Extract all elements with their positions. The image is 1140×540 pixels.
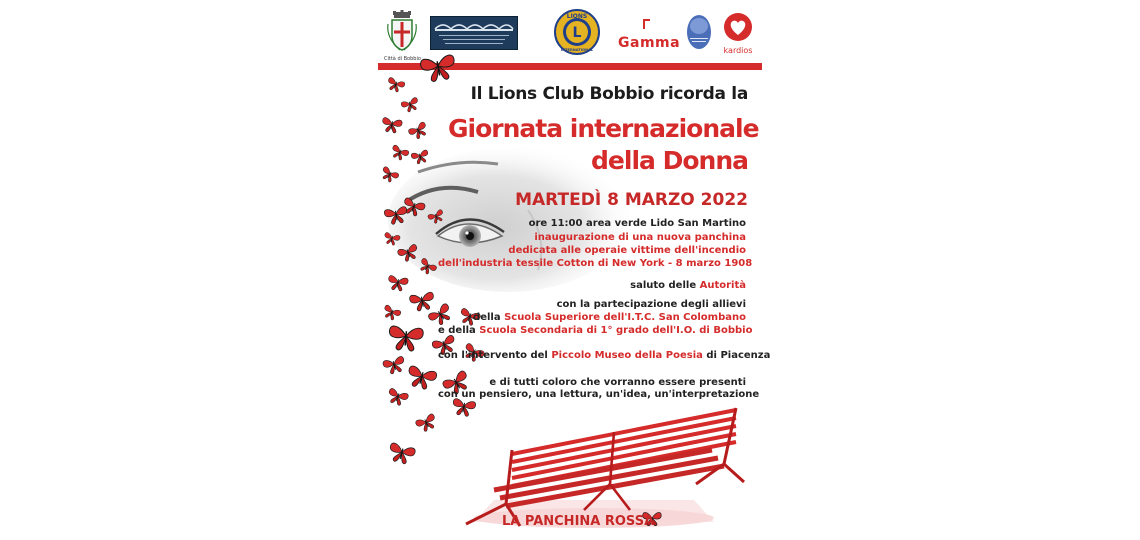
saluto-authorities: Autorità (699, 280, 746, 291)
butterfly-icon (387, 442, 416, 466)
blue-oval-logo (686, 14, 712, 50)
lions-ring-bottom: INTERNATIONAL (560, 48, 594, 52)
butterfly-icon (411, 150, 430, 166)
butterfly-icon (397, 244, 420, 264)
butterfly-icon (381, 117, 403, 134)
saluto-prefix: saluto delle (630, 280, 700, 291)
lions-emblem-icon (554, 9, 600, 55)
saluto-line (438, 280, 746, 292)
butterfly-icon (389, 144, 409, 162)
city-caption: Città di Bobbio (384, 56, 421, 62)
time-place: ore 11:00 area verde Lido San Martino (528, 218, 746, 229)
blue-oval-icon (686, 14, 712, 50)
red-bench-illustration (454, 404, 754, 530)
butterfly-icon (417, 258, 438, 277)
everyone-line-1: e di tutti coloro che vorranno essere presenti (489, 377, 746, 388)
bench-caption: LA PANCHINA ROSSA (502, 514, 655, 529)
butterfly-icon (409, 292, 435, 313)
lions-international-logo (554, 9, 600, 55)
gamma-logo (618, 16, 681, 51)
heart-icon (720, 12, 756, 42)
gamma-wordmark: Gamma (618, 35, 681, 51)
butterfly-icon (386, 77, 406, 94)
butterfly-icon (382, 356, 406, 376)
school-1-name: Scuola Superiore dell'I.T.C. San Colombano (504, 312, 746, 323)
intervento-line (438, 350, 771, 362)
inauguration-line-2: dedicata alle operaie vittime dell'incendio (508, 245, 746, 256)
butterfly-icon (386, 388, 409, 408)
school-1-line (438, 312, 746, 324)
event-date: MARTEDÌ 8 MARZO 2022 (515, 190, 748, 210)
intro-heading: Il Lions Club Bobbio ricorda la (470, 84, 748, 104)
everyone-line-2: con un pensiero, una lettura, un'idea, un'interpretazione (438, 389, 760, 400)
butterfly-icon (383, 232, 401, 246)
inauguration-line-1: inaugurazione di una nuova panchina (534, 232, 746, 243)
intervento-suffix: di Piacenza (702, 350, 771, 361)
lions-ring-top: LIONS (566, 13, 588, 20)
kardios-logo (720, 12, 756, 54)
title-line-1: Giornata internazionale (448, 114, 759, 143)
gamma-mark-icon (618, 17, 670, 31)
title-line-2: della Donna (591, 146, 748, 175)
butterfly-icon (405, 365, 437, 391)
butterfly-icon (381, 304, 401, 322)
partecipazione-line: con la partecipazione degli allievi (556, 299, 746, 310)
school-2-prefix: e della (438, 325, 480, 336)
butterfly-icon (384, 206, 409, 225)
school-2-line (438, 325, 753, 337)
butterfly-icon (420, 54, 457, 83)
butterfly-icon (387, 275, 409, 292)
school-1-prefix: della (473, 312, 505, 323)
butterfly-icon (415, 413, 439, 434)
kardios-wordmark: kardios (723, 46, 753, 55)
inauguration-line-3: dell'industria tessile Cotton di New York - 8 marzo 1908 (438, 258, 753, 269)
school-2-name: Scuola Secondaria di 1° grado dell'I.O. di Bobbio (479, 325, 753, 336)
butterfly-icon (401, 97, 421, 114)
butterfly-icon (408, 121, 430, 141)
butterfly-icon (388, 326, 424, 352)
museum-name: Piccolo Museo della Poesia (551, 350, 703, 361)
butterfly-icon (379, 166, 399, 185)
intervento-prefix: con l'intervento del (438, 350, 552, 361)
lions-letter: L (572, 25, 582, 41)
event-poster (378, 0, 771, 540)
